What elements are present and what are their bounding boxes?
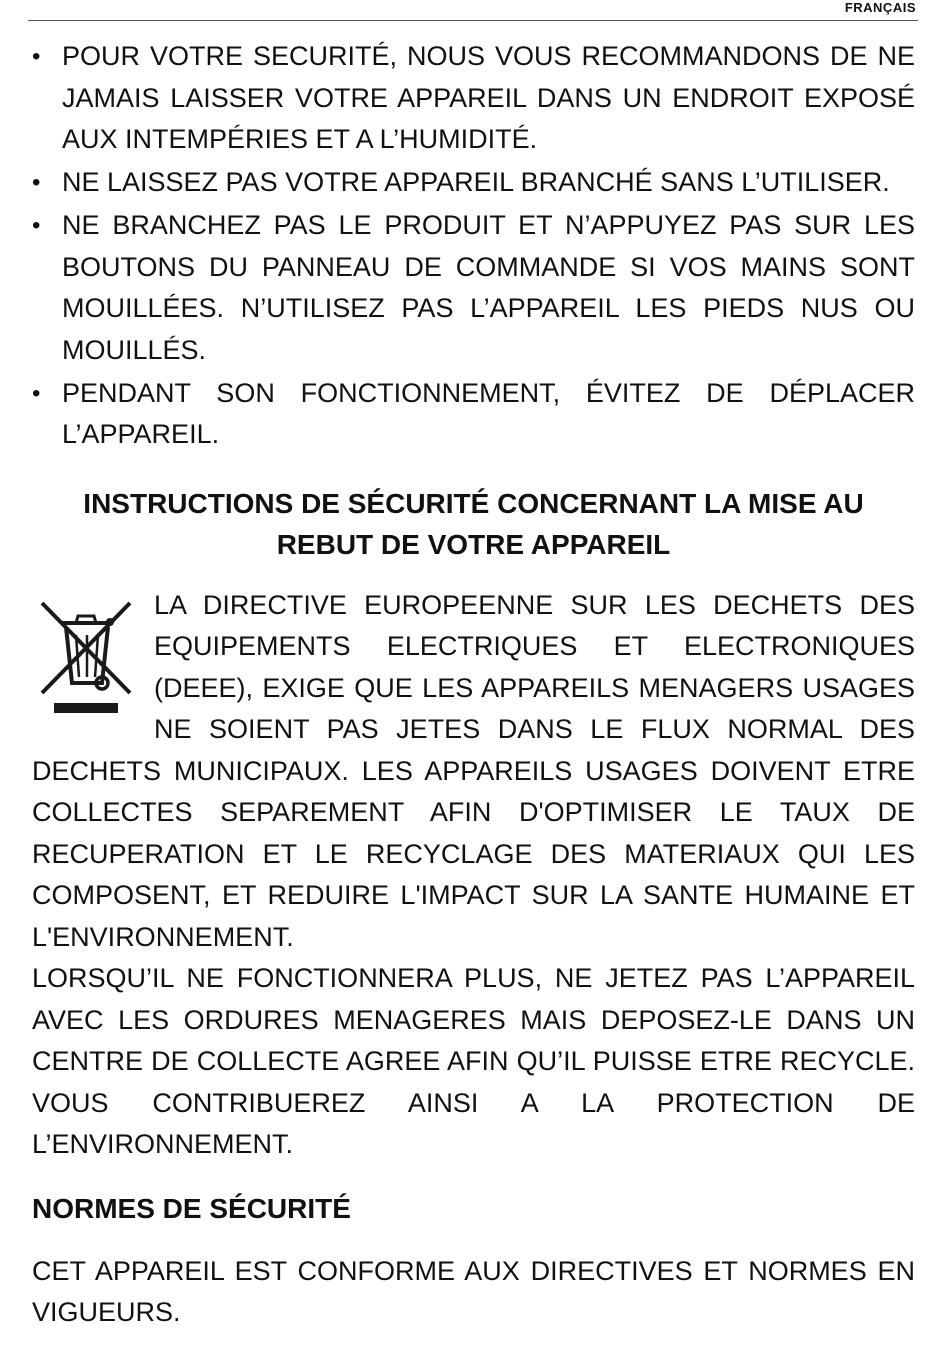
list-item	[32, 36, 915, 161]
disposal-heading: INSTRUCTIONS DE SÉCURITÉ CONCERNANT LA MISE AU REBUT DE VOTRE APPAREIL	[83, 487, 864, 560]
bullet-text: PENDANT SON FONCTIONNEMENT, ÉVITEZ DE DÉPLACER L’APPAREIL.	[62, 377, 915, 449]
standards-heading: NORMES DE SÉCURITÉ	[32, 1192, 351, 1224]
crossed-out-wheelie-bin-icon	[36, 597, 136, 715]
bullet-icon: •	[32, 212, 41, 239]
bullet-text: POUR VOTRE SECURITÉ, NOUS VOUS RECOMMANDONS DE NE JAMAIS LAISSER VOTRE APPAREIL DANS UN ENDROIT EXPOSÉ AUX INTEMPÉRIES ET A L’HUMIDITÉ.	[62, 41, 915, 154]
page-content	[32, 36, 915, 1334]
list-item	[32, 373, 915, 456]
bullet-icon: •	[32, 43, 41, 70]
list-item	[32, 162, 915, 204]
language-label: FRANÇAIS	[844, 0, 916, 15]
weee-directive-paragraph: LA DIRECTIVE EUROPEENNE SUR LES DECHETS DES EQUIPEMENTS ELECTRIQUES ET ELECTRONIQUES (DEEE), EXIGE QUE LES APPAREILS MENAGERS USAGES NE SOIENT PAS JETES DANS LE FLUX NORMAL DES DECHETS MUNICIPAUX. LES APPAREILS USAGES DOIVENT ETRE COLLECTES SEPAREMENT AFIN D'OPTIMISER LE TAUX DE RECUPERATION ET LE RECYCLAGE DES MATERIAUX QUI LES COMPOSENT, ET REDUIRE L'IMPACT SUR LA SANTE HUMAINE ET L'ENVIRONNEMENT.	[32, 589, 915, 952]
standards-paragraph: CET APPAREIL EST CONFORME AUX DIRECTIVES ET NORMES EN VIGUEURS.	[32, 1255, 915, 1327]
bullet-icon: •	[32, 379, 41, 407]
bullet-text: NE BRANCHEZ PAS LE PRODUIT ET N’APPUYEZ PAS SUR LES BOUTONS DU PANNEAU DE COMMANDE SI VOS MAINS SONT MOUILLÉES. N’UTILISEZ PAS L’APPAREIL LES PIEDS NUS OU MOUILLÉS.	[62, 210, 915, 365]
safety-bullet-list	[32, 36, 915, 456]
bullet-icon: •	[32, 169, 41, 196]
disposal-section	[32, 585, 915, 1166]
recycling-paragraph: LORSQU’IL NE FONCTIONNERA PLUS, NE JETEZ PAS L’APPAREIL AVEC LES ORDURES MENAGERES MAIS DEPOSEZ-LE DANS UN CENTRE DE COLLECTE AGREE AFIN QU’IL PUISSE ETRE RECYCLE. VOUS CONTRIBUEREZ AINSI A LA PROTECTION DE L’ENVIRONNEMENT.	[32, 963, 915, 1159]
list-item	[32, 205, 915, 371]
bullet-text: NE LAISSEZ PAS VOTRE APPAREIL BRANCHÉ SANS L’UTILISER.	[62, 167, 890, 197]
header-divider	[28, 20, 918, 21]
